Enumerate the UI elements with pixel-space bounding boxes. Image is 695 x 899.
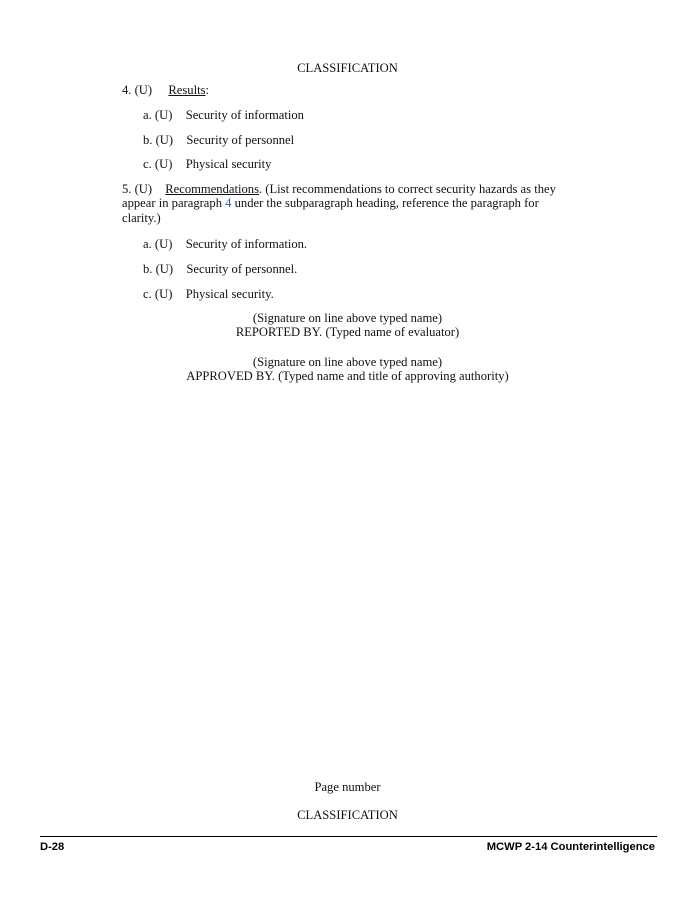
section4-item-c [143,157,271,172]
section4-item-a [143,108,304,123]
item-marking: (U) [154,108,173,122]
item-text: Security of information. [185,237,308,251]
item-text: Security of personnel. [186,262,298,276]
item-letter: b. [143,133,153,147]
section5-text-after: under the subparagraph heading, reference the paragraph for clarity.) [122,196,539,225]
item-letter: c. [143,157,152,171]
section5-marking: (U) [134,182,153,196]
approved-signature-note: (Signature on line above typed name) [252,355,443,369]
footer-divider [40,836,657,837]
reported-signature-note: (Signature on line above typed name) [252,311,443,325]
section5-paragraph [122,182,562,225]
item-letter: a. [143,237,152,251]
section4-heading-suffix: : [205,83,209,97]
item-marking: (U) [155,262,174,276]
section5-item-c [143,287,274,302]
section5-item-b [143,262,297,277]
item-text: Physical security [185,157,272,171]
section4-marking: (U) [134,83,153,97]
section5-heading: Recommendations [165,182,259,196]
item-marking: (U) [154,237,173,251]
top-classification: CLASSIFICATION [297,61,398,75]
item-marking: (U) [154,157,173,171]
item-letter: a. [143,108,152,122]
section4-heading: Results [168,83,206,97]
reported-by-line: REPORTED BY. (Typed name of evaluator) [235,325,460,339]
footer-publication-title: MCWP 2-14 Counterintelligence [486,841,655,853]
section4-number: 4. [122,83,132,97]
paragraph-ref-link[interactable]: 4 [225,196,232,211]
item-marking: (U) [155,133,174,147]
page-number-label: Page number [314,780,381,794]
section5-text-before: . (List recommendations to correct security hazards as they appear in paragraph [122,182,556,211]
item-marking: (U) [154,287,173,301]
item-text: Security of information [185,108,304,122]
item-letter: b. [143,262,153,276]
section4-heading-line [122,83,209,98]
item-text: Physical security. [185,287,274,301]
section5-item-a [143,237,307,252]
footer-page-id: D-28 [40,841,65,853]
bottom-classification: CLASSIFICATION [297,808,398,822]
section4-item-b [143,133,294,148]
section5-number: 5. [122,182,132,196]
item-letter: c. [143,287,152,301]
approved-by-line: APPROVED BY. (Typed name and title of approving authority) [186,369,509,383]
item-text: Security of personnel [186,133,295,147]
